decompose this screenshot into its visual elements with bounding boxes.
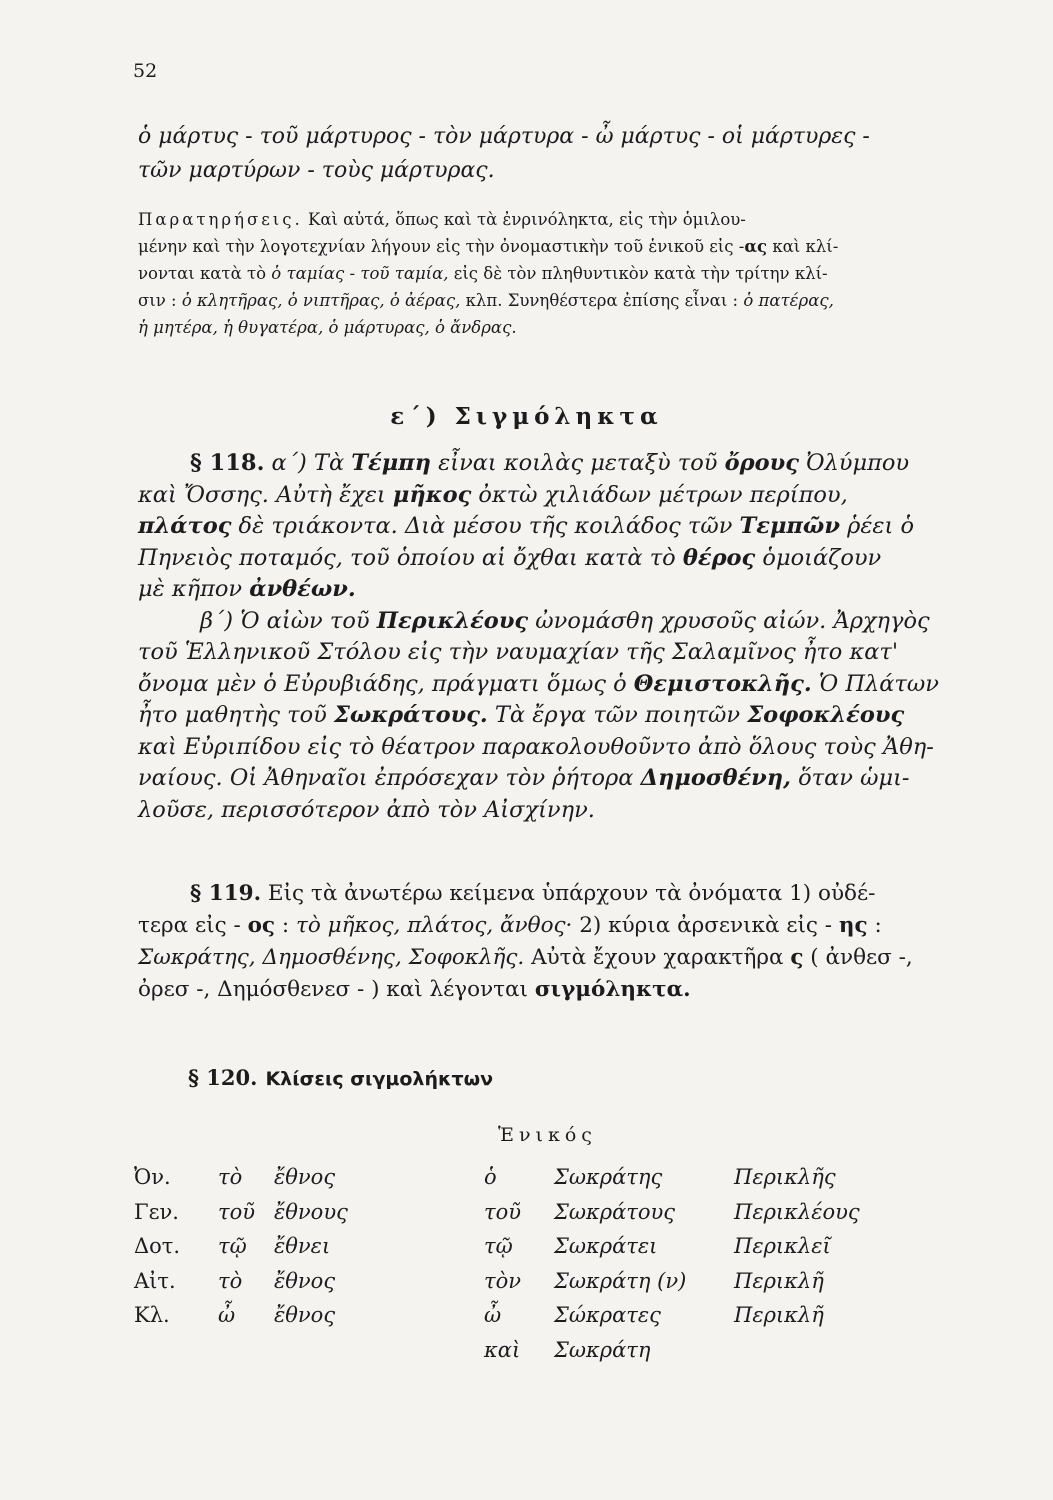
text-line: νονται κατὰ τὸ ὁ ταμίας - τοῦ ταμία, εἰς δὲ τὸν πληθυντικὸν κατὰ τὴν τρίτην κλί- (138, 264, 828, 283)
case-label: Ὀν. (134, 1165, 171, 1190)
article-neuter: τῷ (218, 1234, 247, 1259)
case-label (134, 1333, 218, 1368)
declension-table (134, 1160, 894, 1367)
observations-label: Παρατηρήσεις. (138, 210, 303, 229)
table-header-singular: Ἑνικός (498, 1124, 597, 1146)
text-line: μένην καὶ τὴν λογοτεχνίαν λήγουν εἰς τὴν ὀνομαστικὴν τοῦ ἑνικοῦ εἰς -ας καὶ κλί- (138, 237, 839, 256)
article-neuter: ὦ (218, 1303, 236, 1328)
table-row (134, 1195, 894, 1230)
noun-sokratis: Σωκράτους (554, 1199, 676, 1224)
noun-periklis (734, 1333, 894, 1368)
text-line: ὄνομα μὲν ὁ Εὐρυβιάδης, πράγματι ὅμως ὁ Θεμιστοκλῆς. Ὁ Πλάτων (138, 670, 939, 697)
noun-ethnos (274, 1333, 484, 1368)
text-line: Παρατηρήσεις. Καὶ αὐτά, ὅπως καὶ τὰ ἐνρινόληκτα, εἰς τὴν ὁμιλου- (138, 210, 746, 229)
section-number: § 119. (190, 881, 262, 906)
section-number: § 120. (188, 1065, 258, 1090)
table-row (134, 1333, 894, 1368)
text-line: ναίους. Οἱ Ἀθηναῖοι ἐπρόσεχαν τὸν ῥήτορα Δημοσθένη, ὅταν ὡμι- (138, 765, 910, 791)
noun-ethnos: ἔθνος (274, 1268, 336, 1293)
section-number: § 118. (190, 450, 265, 476)
noun-ethnos: ἔθνει (274, 1234, 331, 1259)
page-number: 52 (133, 60, 158, 82)
case-label: Κλ. (134, 1303, 170, 1328)
text-line: καὶ Ὄσσης. Αὐτὴ ἔχει μῆκος ὀκτὼ χιλιάδων μέτρων περίπου, (138, 481, 848, 508)
text-line: Σωκράτης, Δημοσθένης, Σοφοκλῆς. Αὐτὰ ἔχουν χαρακτῆρα ς ( ἀνθεσ -, (138, 945, 913, 970)
noun-sokratis: Σωκράτη (554, 1337, 651, 1362)
text-line: ἡ μητέρα, ἡ θυγατέρα, ὁ μάρτυρας, ὁ ἄνδρας. (138, 318, 517, 337)
section-119 (138, 878, 968, 1006)
table-row (134, 1264, 894, 1299)
paragraph-observations (138, 206, 968, 341)
article-masc: ὦ (484, 1303, 502, 1328)
article-neuter (218, 1333, 274, 1368)
table-row (134, 1229, 894, 1264)
text-line: τοῦ Ἑλληνικοῦ Στόλου εἰς τὴν ναυμαχίαν τῆς Σαλαμῖνος ἦτο κατ' (138, 639, 899, 665)
case-label: Γεν. (134, 1199, 179, 1224)
noun-sokratis: Σώκρατες (554, 1303, 661, 1328)
noun-periklis: Περικλῆς (734, 1165, 836, 1190)
text-line: ἦτο μαθητὴς τοῦ Σωκράτους. Τὰ ἔργα τῶν ποιητῶν Σοφοκλέους (138, 702, 905, 728)
noun-periklis: Περικλῆ (734, 1268, 824, 1293)
text-line: § 118. α΄) Τὰ Τέμπη εἶναι κοιλὰς μεταξὺ τοῦ ὄρους Ὀλύμπου (190, 450, 910, 476)
noun-periklis: Περικλέους (734, 1199, 860, 1224)
section-title: Κλίσεις σιγμολήκτων (265, 1068, 494, 1090)
noun-periklis: Περικλεῖ (734, 1234, 831, 1259)
text-line: τῶν μαρτύρων - τοὺς μάρτυρας. (138, 158, 495, 183)
article-neuter: τὸ (218, 1165, 243, 1190)
noun-sokratis: Σωκράτης (554, 1165, 663, 1190)
section-118 (138, 448, 968, 826)
case-label: Αἰτ. (134, 1268, 176, 1293)
section-heading: ε΄) Σιγμόληκτα (390, 403, 663, 430)
text-line: β΄) Ὁ αἰὼν τοῦ Περικλέους ὠνομάσθη χρυσοῦς αἰών. Ἀρχηγὸς (200, 607, 930, 634)
table-row (134, 1298, 894, 1333)
article-masc: ὁ (484, 1165, 497, 1190)
article-masc: καὶ (484, 1337, 521, 1362)
article-neuter: τοῦ (218, 1199, 256, 1224)
noun-periklis: Περικλῆ (734, 1303, 824, 1328)
noun-ethnos: ἔθνους (274, 1199, 348, 1224)
paragraph-martys (138, 120, 968, 188)
text-line: καὶ Εὐριπίδου εἰς τὸ θέατρον παρακολουθοῦντο ἀπὸ ὅλους τοὺς Ἀθη- (138, 733, 934, 760)
text-line: ὀρεσ -, Δημόσθενεσ - ) καὶ λέγονται σιγμόληκτα. (138, 977, 691, 1002)
noun-ethnos: ἔθνος (274, 1165, 336, 1190)
article-neuter: τὸ (218, 1268, 243, 1293)
text-line: λοῦσε, περισσότερον ἀπὸ τὸν Αἰσχίνην. (138, 796, 595, 823)
article-masc: τὸν (484, 1268, 522, 1293)
text-line: § 119. Εἰς τὰ ἀνωτέρω κείμενα ὑπάρχουν τὰ ὀνόματα 1) οὐδέ- (190, 881, 876, 906)
text-line: Πηνειὸς ποταμός, τοῦ ὁποίου αἱ ὄχθαι κατὰ τὸ θέρος ὁμοιάζουν (138, 544, 882, 571)
text-line: σιν : ὁ κλητῆρας, ὁ νιπτῆρας, ὁ ἀέρας, κλπ. Συνηθέστερα ἐπίσης εἶναι : ὁ πατέρας, (138, 291, 834, 310)
table-row (134, 1160, 894, 1195)
noun-ethnos: ἔθνος (274, 1303, 336, 1328)
noun-sokratis: Σωκράτη (ν) (554, 1268, 687, 1293)
text-line: τερα εἰς - ος : τὸ μῆκος, πλάτος, ἄνθος· 2) κύρια ἀρσενικὰ εἰς - ης : (138, 913, 882, 938)
text-line: μὲ κῆπον ἀνθέων. (138, 576, 356, 602)
text-line: ὁ μάρτυς - τοῦ μάρτυρος - τὸν μάρτυρα - ὦ μάρτυς - οἱ μάρτυρες - (138, 124, 870, 149)
article-masc: τοῦ (484, 1199, 522, 1224)
article-masc: τῷ (484, 1234, 513, 1259)
section-120-title (188, 1065, 493, 1090)
case-label: Δοτ. (134, 1234, 181, 1259)
text-line: πλάτος δὲ τριάκοντα. Διὰ μέσου τῆς κοιλάδος τῶν Τεμπῶν ῥέει ὁ (138, 513, 914, 539)
noun-sokratis: Σωκράτει (554, 1234, 658, 1259)
